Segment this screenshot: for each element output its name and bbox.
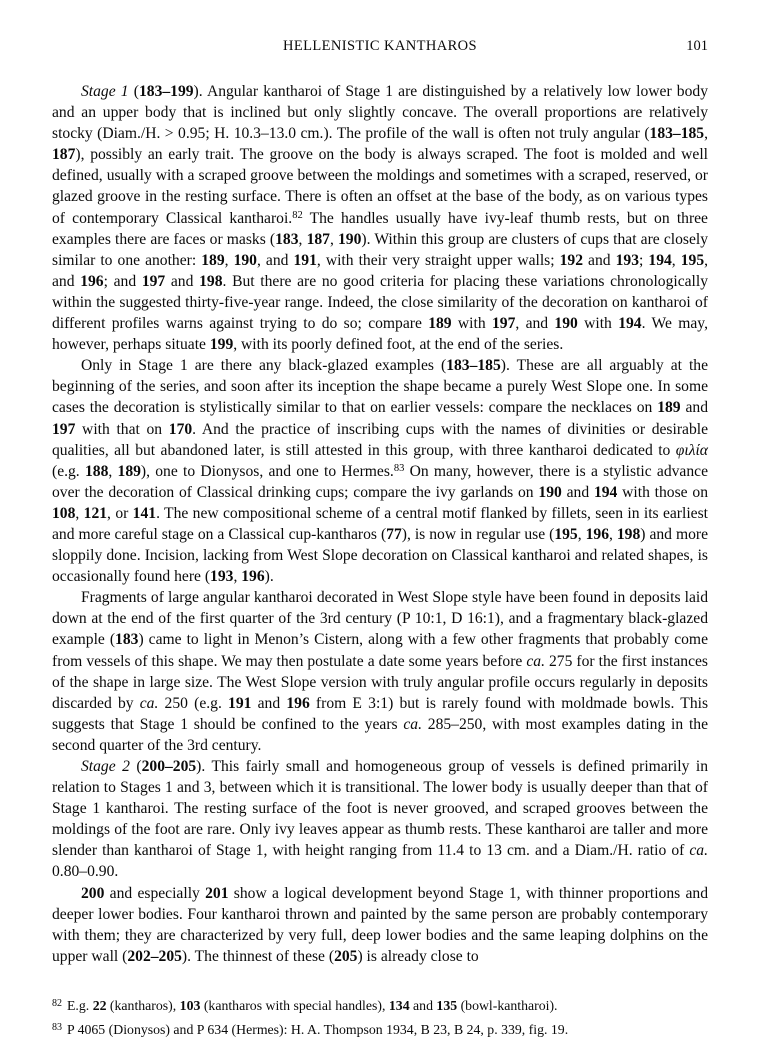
- text-run: ). Angular kantharoi of Stage 1 are distinguished by a relatively low lower body and an upper body that is inclined but only slightly concave. The overall proportions are relatively stocky (Diam./H. > 0.95; H. 10.3–13.0 cm.). The profile of the wall is often not truly angular (: [52, 83, 708, 143]
- text-run: with those on: [617, 483, 708, 501]
- text-run: from E 3:1) but is rarely found with moldmade bowls. This suggests that Stage 1 should be confined to the years: [52, 694, 709, 733]
- text-run: The handles usually have ivy-leaf thumb rests, but on three examples there are faces or masks (: [52, 209, 708, 248]
- text-run: ). These are all arguably at the beginning of the series, and soon after its inception the shape became a purely West Slope one. In some cases the decoration is stylistically similar to that on earlier vessels: compare the necklaces on: [52, 357, 708, 417]
- text-run: and: [251, 694, 287, 712]
- italic-text-run: ca.: [139, 694, 159, 712]
- text-run: and: [409, 997, 437, 1013]
- catalog-number: 192: [559, 251, 584, 269]
- paragraph: [52, 587, 708, 756]
- catalog-number: 170: [168, 420, 193, 438]
- footnote-marker: 83: [52, 1021, 62, 1033]
- text-run: ,: [608, 525, 617, 543]
- text-run: ). This fairly small and homogeneous group of vessels is defined primarily in relation to Stages 1 and 3, between which it is transitional. The lower body is usually deeper than that of Stage 1 kantharoi. The resting surface of the foot is never grooved, and scraped grooves between the moldings of the foot are rare. Only ivy leaves appear as thumb rests. These kantharoi are taller and more slender than kantharoi of Stage 1, with height ranging from 11.4 to 13 cm. and a Diam./H. ratio of: [52, 758, 708, 860]
- catalog-number: 121: [83, 504, 108, 522]
- book-page: [52, 0, 708, 1042]
- text-run: and: [561, 483, 594, 501]
- catalog-number: 193: [210, 568, 234, 586]
- catalog-number: 190: [554, 315, 578, 333]
- text-run: (kantharos with special handles),: [200, 997, 389, 1013]
- catalog-number: 134: [388, 997, 410, 1013]
- catalog-number: 197: [141, 272, 166, 290]
- text-run: (: [128, 83, 139, 100]
- page-number: 101: [686, 38, 708, 54]
- text-run: , with their very straight upper walls;: [316, 251, 560, 269]
- text-run: ).: [264, 568, 274, 586]
- text-run: ;: [639, 251, 649, 269]
- text-run: E.g.: [67, 997, 93, 1013]
- catalog-number: 190: [538, 483, 562, 501]
- catalog-number: 135: [436, 997, 458, 1013]
- catalog-number: 196: [241, 568, 265, 586]
- catalog-number: 199: [209, 336, 234, 354]
- text-run: ), is now in regular use (: [401, 525, 555, 543]
- text-run: and: [680, 399, 708, 417]
- catalog-number: 197: [491, 315, 516, 333]
- body-paragraphs: [52, 81, 708, 967]
- text-run: with: [577, 315, 619, 333]
- italic-text-run: ca.: [403, 715, 422, 733]
- text-run: ), possibly an early trait. The groove on the body is always scraped. The foot is molded and well defined, usually with a scraped groove between the moldings and sometimes with a scraped, reserved, or glazed groove in the resting surface. There is often an offset at the base of the body, as on various types of contemporary Classical kantharoi.: [52, 146, 708, 227]
- italic-text-run: Stage 1: [81, 83, 129, 100]
- footnote-reference: 83: [393, 462, 405, 474]
- text-run: ,: [671, 251, 681, 269]
- text-run: 0.80–0.90.: [52, 863, 119, 881]
- catalog-number: 202–205: [127, 947, 182, 965]
- text-run: , with its poorly defined foot, at the end of the series.: [233, 336, 564, 354]
- catalog-number: 183: [115, 631, 139, 649]
- catalog-number: 183–185: [649, 125, 705, 143]
- text-run: Fragments of large angular kantharoi decorated in West Slope style have been found in deposits laid down at the end of the first quarter of the 3rd century (P 10:1, D 16:1), and a fragmentary black-glazed example (: [52, 589, 708, 649]
- catalog-number: 195: [680, 251, 705, 269]
- text-run: ). The thinnest of these (: [181, 947, 335, 965]
- text-run: ). Within this group are clusters of cups that are closely similar to one another:: [52, 230, 709, 269]
- text-run: ,: [577, 525, 586, 543]
- text-run: ,: [108, 462, 118, 480]
- text-run: ; and: [103, 272, 142, 290]
- text-run: . We may, however, perhaps situate: [52, 315, 708, 354]
- running-header-title: HELLENISTIC KANTHAROS: [282, 38, 478, 54]
- catalog-number: 194: [648, 251, 672, 269]
- text-run: ,: [329, 230, 338, 248]
- catalog-number: 200: [81, 884, 105, 902]
- catalog-number: 196: [286, 694, 310, 712]
- text-run: ) came to light in Menon’s Cistern, along with a few other fragments that probably come from vessels of this shape. We may then postulate a date some years before: [52, 631, 708, 670]
- text-run: (e.g.: [52, 462, 85, 480]
- text-run: ,: [298, 230, 307, 248]
- text-run: ) is already close to: [357, 947, 479, 965]
- text-run: 285–250, with most examples dating in the second quarter of the 3rd century.: [52, 715, 708, 754]
- catalog-number: 198: [616, 525, 641, 543]
- catalog-number: 194: [618, 315, 642, 333]
- catalog-number: 191: [293, 251, 317, 269]
- text-run: ), one to Dionysos, and one to Hermes.: [140, 462, 394, 480]
- catalog-number: 187: [306, 230, 330, 248]
- paragraph: [52, 883, 708, 967]
- text-run: and: [583, 251, 616, 269]
- paragraph: [52, 81, 708, 355]
- text-run: (: [129, 758, 142, 775]
- text-run: ,: [233, 568, 242, 586]
- text-run: . But there are no good criteria for placing these variations chronologically within the suggested thirty-five-year range. Indeed, the close similarity of the decoration on kantharoi of different profiles warns against trying to do so; compare: [52, 272, 709, 333]
- text-run: (kantharos),: [106, 997, 180, 1013]
- text-run: show a logical development beyond Stage 1, with thinner proportions and deeper lower bodies. Four kantharoi thrown and painted by the same person are probably contemporary with them; they are characterized by very full, deep lower bodies and the same leaping dolphins on the upper wall (: [52, 884, 708, 965]
- text-run: . The new compositional scheme of a central motif flanked by fillets, seen in its earliest and more careful stage on a Classical cup-kantharos (: [52, 504, 708, 543]
- italic-text-run: ca.: [526, 652, 545, 670]
- text-run: 275 for the first instances of the shape in large size. The West Slope version with truly angular profile occurs regularly in deposits discarded by: [52, 652, 708, 712]
- text-run: , or: [107, 504, 133, 522]
- catalog-number: 191: [228, 694, 252, 712]
- catalog-number: 108: [52, 504, 76, 522]
- catalog-number: 189: [201, 251, 225, 269]
- catalog-number: 190: [338, 230, 362, 248]
- catalog-number: 196: [80, 272, 104, 290]
- text-run: (bowl-kantharoi).: [457, 997, 558, 1013]
- catalog-number: 195: [554, 525, 578, 543]
- paragraph: [52, 355, 708, 587]
- text-run: , and: [256, 251, 294, 269]
- footnote-marker: 82: [52, 997, 62, 1009]
- text-run: P 4065 (Dionysos) and P 634 (Hermes): H. A. Thompson 1934, B 23, B 24, p. 339, fig. 19.: [67, 1021, 569, 1037]
- text-run: Only in Stage 1 are there any black-glazed examples (: [81, 357, 447, 375]
- catalog-number: 183: [275, 230, 299, 248]
- text-run: , and: [515, 315, 555, 333]
- text-run: , and: [52, 251, 709, 290]
- text-run: and especially: [104, 884, 206, 902]
- catalog-number: 190: [233, 251, 257, 269]
- catalog-number: 189: [428, 315, 452, 333]
- greek-text-run: φιλία: [675, 441, 708, 459]
- paragraph: [52, 756, 708, 883]
- text-run: ,: [224, 251, 234, 269]
- catalog-number: 196: [585, 525, 609, 543]
- catalog-number: 200–205: [141, 758, 197, 775]
- catalog-number: 189: [657, 399, 681, 417]
- footnote: [52, 994, 708, 1018]
- running-header: [52, 38, 708, 55]
- text-run: ) and more sloppily done. Incision, lacking from West Slope decoration on Classical kantharoi and related shapes, is occasionally found here (: [52, 525, 708, 586]
- text-run: with: [451, 315, 492, 333]
- text-run: ,: [75, 504, 84, 522]
- footnote: [52, 1018, 708, 1042]
- text-run: with that on: [75, 420, 169, 438]
- catalog-number: 197: [52, 420, 76, 438]
- catalog-number: 201: [205, 884, 229, 902]
- catalog-number: 205: [334, 947, 358, 965]
- italic-text-run: Stage 2: [81, 758, 130, 775]
- text-run: On many, however, there is a stylistic advance over the decoration of Classical drinking cups; compare the ivy garlands on: [52, 462, 708, 501]
- text-run: ,: [704, 125, 708, 143]
- catalog-number: 183–185: [446, 357, 501, 375]
- catalog-number: 194: [593, 483, 618, 501]
- catalog-number: 189: [117, 462, 141, 480]
- catalog-number: 198: [199, 272, 223, 290]
- text-run: 250 (e.g.: [158, 694, 229, 712]
- footnote-reference: 82: [292, 209, 303, 221]
- catalog-number: 22: [92, 997, 107, 1013]
- catalog-number: 141: [132, 504, 157, 522]
- catalog-number: 188: [84, 462, 109, 480]
- italic-text-run: ca.: [689, 842, 708, 860]
- text-run: . And the practice of inscribing cups with the names of divinities or desirable qualities, all but abandoned later, is still attested in this group, with three kantharoi dedicated to: [52, 420, 708, 459]
- text-run: and: [165, 272, 200, 290]
- catalog-number: 193: [615, 251, 640, 269]
- catalog-number: 77: [386, 525, 402, 543]
- catalog-number: 103: [179, 997, 201, 1013]
- catalog-number: 187: [52, 146, 76, 164]
- catalog-number: 183–199: [138, 83, 194, 100]
- footnotes: [52, 994, 708, 1042]
